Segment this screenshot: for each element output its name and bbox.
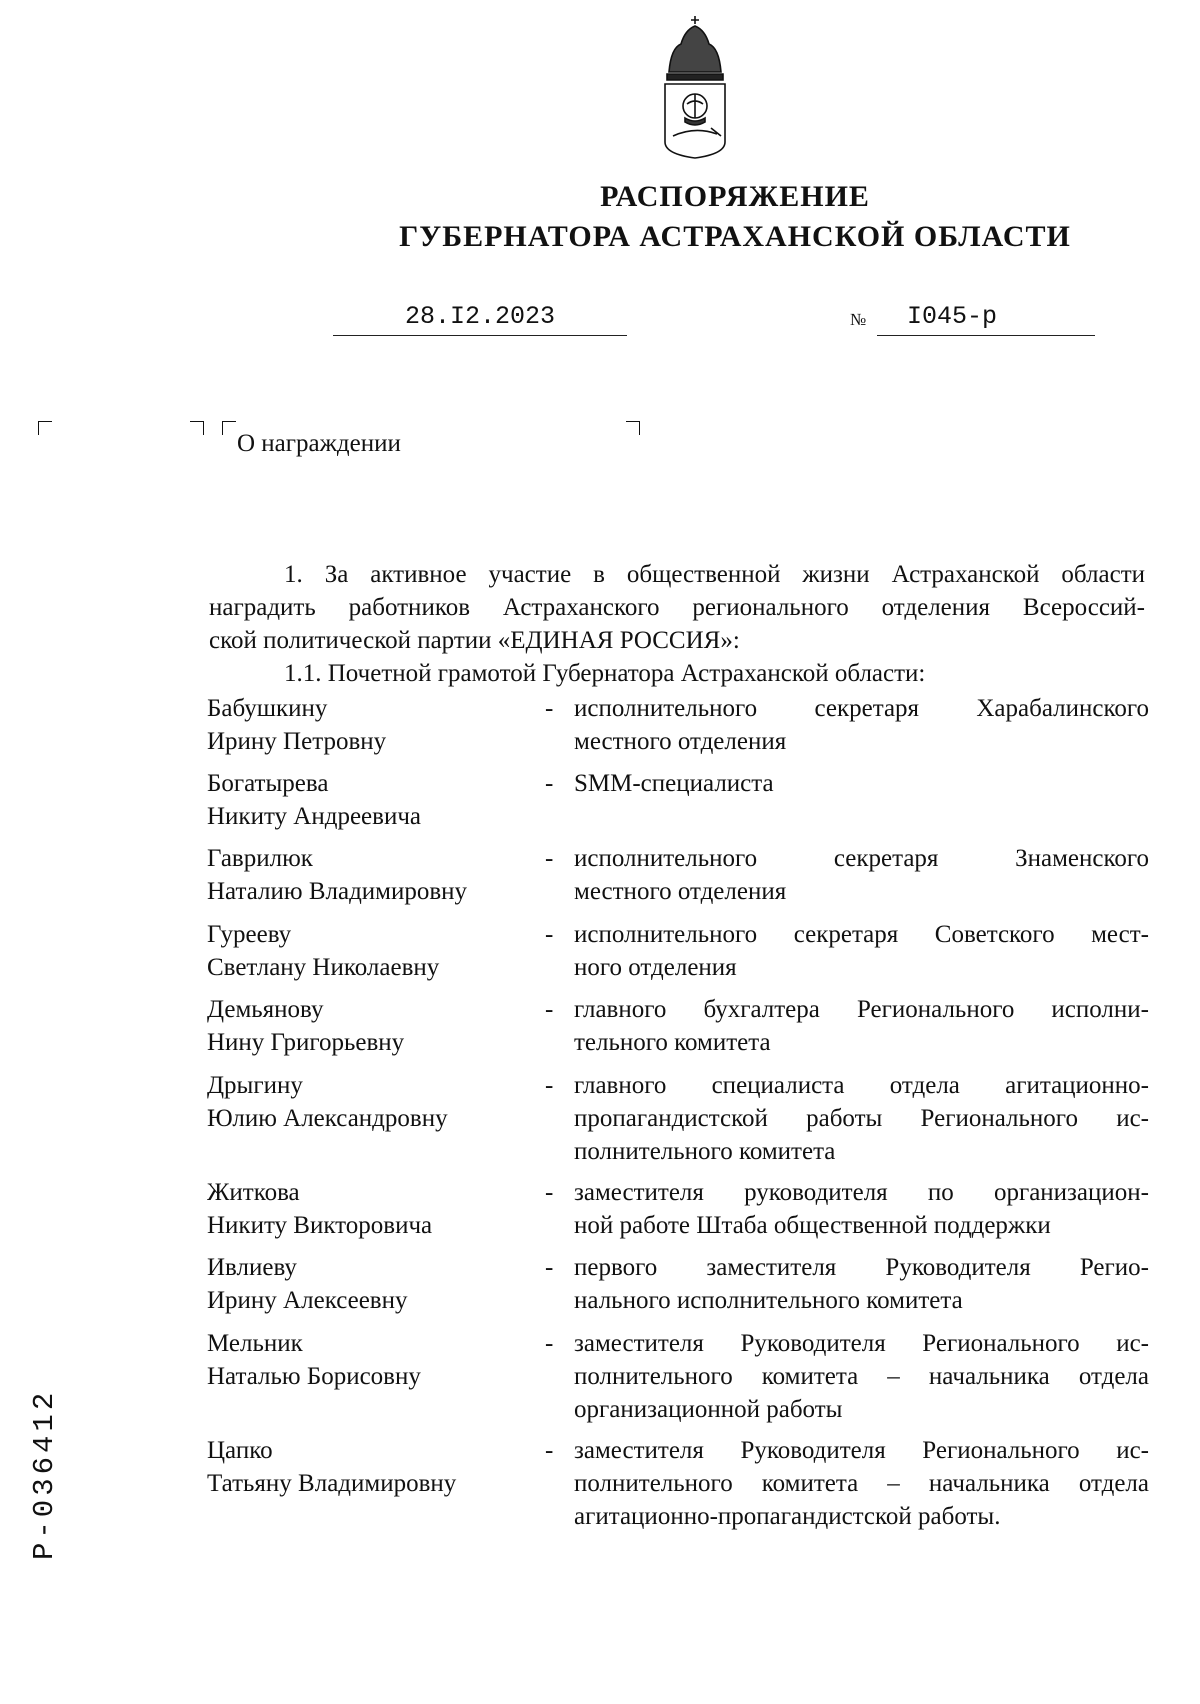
awardee-given-names: Наталью Борисовну: [207, 1363, 421, 1390]
issuer-title: ГУБЕРНАТОРА АСТРАХАНСКОЙ ОБЛАСТИ: [399, 220, 1071, 253]
corner-mark: [222, 421, 236, 435]
awardee-surname: Мельник: [207, 1330, 303, 1357]
awardee-given-names: Юлию Александровну: [207, 1105, 448, 1132]
awardee-position-line: полнительного комитета: [574, 1138, 836, 1165]
awardee-position-line: заместителя Руководителя Регионального ис-: [574, 1330, 1149, 1357]
dash: -: [545, 1330, 554, 1357]
dash: -: [545, 996, 554, 1023]
paragraph-1-line: 1. За активное участие в общественной жизни Астраханской области: [284, 561, 1145, 588]
awardee-surname: Гаврилюк: [207, 845, 313, 872]
awardee-position-line: заместителя Руководителя Регионального ис-: [574, 1437, 1149, 1464]
document-date: 28.I2.2023: [333, 302, 627, 336]
awardee-surname: Бабушкину: [207, 695, 328, 722]
document-number: I045-р: [877, 302, 1095, 336]
awardee-position-line: SMM-специалиста: [574, 770, 774, 797]
dash: -: [545, 770, 554, 797]
form-serial-number: Р-036412: [28, 1388, 61, 1560]
awardee-surname: Ивлиеву: [207, 1254, 297, 1281]
awardee-surname: Житкова: [207, 1179, 300, 1206]
awardee-given-names: Никиту Викторовича: [207, 1212, 433, 1239]
awardee-position-line: главного специалиста отдела агитационно-: [574, 1072, 1149, 1099]
number-sign: №: [850, 310, 867, 329]
awardee-position-line: агитационно-пропагандистской работы.: [574, 1503, 1001, 1530]
paragraph-1-1: 1.1. Почетной грамотой Губернатора Астраханской области:: [284, 660, 926, 687]
awardee-surname: Гурееву: [207, 921, 292, 948]
dash: -: [545, 1179, 554, 1206]
awardee-position-line: полнительного комитета – начальника отдела: [574, 1363, 1149, 1390]
document-type-title: РАСПОРЯЖЕНИЕ: [600, 180, 870, 213]
awardee-position-line: организационной работы: [574, 1396, 843, 1423]
awardee-position-line: первого заместителя Руководителя Регио-: [574, 1254, 1149, 1281]
awardee-position-line: главного бухгалтера Регионального исполни-: [574, 996, 1149, 1023]
awardee-surname: Демьянову: [207, 996, 324, 1023]
dash: -: [545, 845, 554, 872]
awardee-position-line: нального исполнительного комитета: [574, 1287, 963, 1314]
awardee-given-names: Ирину Алексеевну: [207, 1287, 408, 1314]
paragraph-1: [209, 558, 1145, 657]
awardee-given-names: Наталию Владимировну: [207, 878, 468, 905]
awardee-given-names: Татьяну Владимировну: [207, 1470, 457, 1497]
paragraph-1-line: ской политической партии «ЕДИНАЯ РОССИЯ»:: [209, 627, 740, 654]
dash: -: [545, 1254, 554, 1281]
awardee-position-line: исполнительного секретаря Знаменского: [574, 845, 1149, 872]
awardee-position-line: ного отделения: [574, 954, 737, 981]
awardee-position-line: ной работе Штаба общественной поддержки: [574, 1212, 1051, 1239]
awardee-position-line: местного отделения: [574, 878, 787, 905]
awardee-surname: Дрыгину: [207, 1072, 303, 1099]
awardee-given-names: Никиту Андреевича: [207, 803, 422, 830]
awardee-given-names: Светлану Николаевну: [207, 954, 440, 981]
awardee-position-line: заместителя руководителя по организацион-: [574, 1179, 1149, 1206]
awardee-position-line: исполнительного секретаря Харабалинского: [574, 695, 1149, 722]
dash: -: [545, 1437, 554, 1464]
awardee-surname: Богатырева: [207, 770, 329, 797]
coat-of-arms-icon: [655, 14, 735, 160]
dash: -: [545, 1072, 554, 1099]
corner-mark: [38, 421, 52, 435]
corner-mark: [190, 421, 204, 435]
dash: -: [545, 695, 554, 722]
awardee-position-line: исполнительного секретаря Советского мест-: [574, 921, 1149, 948]
awardee-position-line: полнительного комитета – начальника отдела: [574, 1470, 1149, 1497]
awardee-position-line: пропагандистской работы Регионального ис-: [574, 1105, 1149, 1132]
dash: -: [545, 921, 554, 948]
paragraph-1-line: наградить работников Астраханского регионального отделения Всероссий-: [209, 594, 1145, 621]
awardee-position-line: тельного комитета: [574, 1029, 771, 1056]
awardee-given-names: Ирину Петровну: [207, 728, 387, 755]
awardee-surname: Цапко: [207, 1437, 273, 1464]
subject-line: О награждении: [237, 430, 401, 457]
awardee-position-line: местного отделения: [574, 728, 787, 755]
corner-mark: [626, 421, 640, 435]
awardee-given-names: Нину Григорьевну: [207, 1029, 405, 1056]
